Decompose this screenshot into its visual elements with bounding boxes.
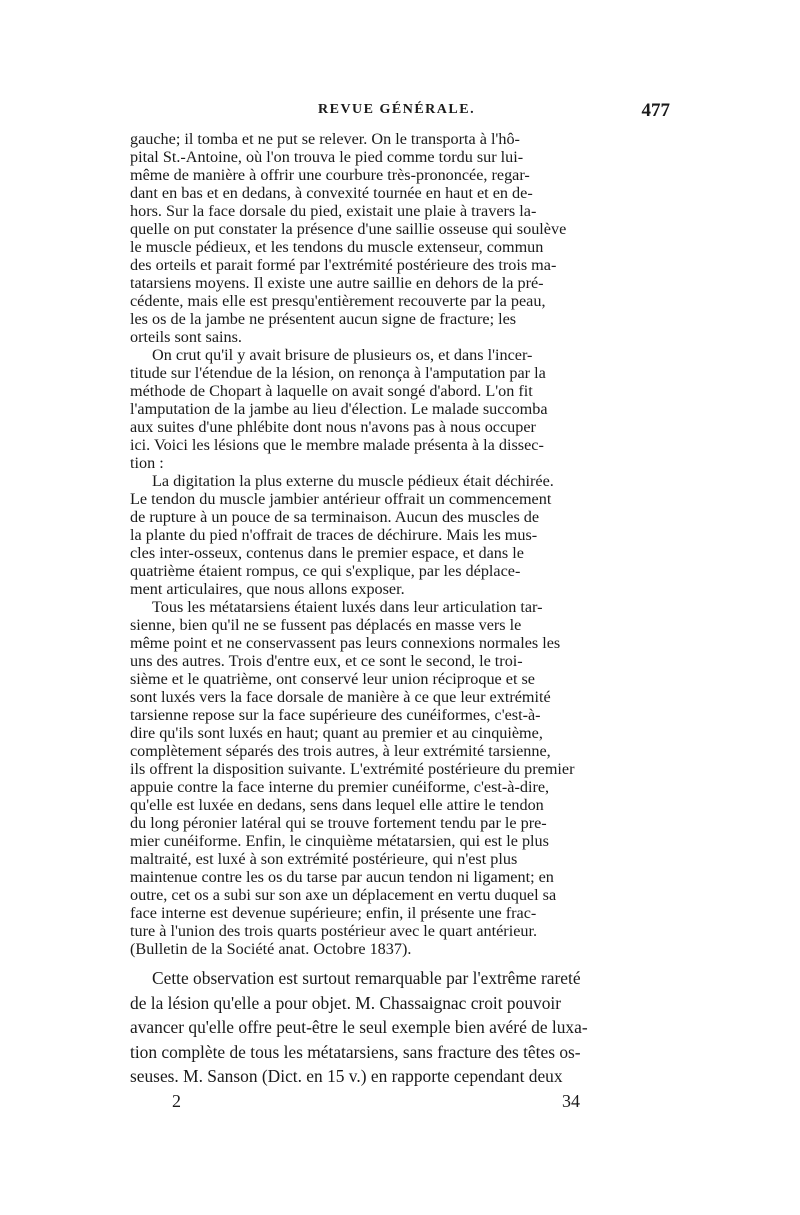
text-line: dant en bas et en dedans, à convexité tournée en haut et en de- <box>130 184 533 202</box>
running-title: REVUE GÉNÉRALE. <box>318 102 476 117</box>
text-line: de rupture à un pouce de sa terminaison. Aucun des muscles de <box>130 508 540 526</box>
book-page <box>130 100 670 1117</box>
text-line: gauche; il tomba et ne put se relever. On le transporta à l'hô- <box>130 130 520 148</box>
text-line: tatarsiens moyens. Il existe une autre saillie en dehors de la pré- <box>130 274 544 292</box>
paragraph-amputation <box>130 346 670 472</box>
paragraph-observation <box>130 966 670 1089</box>
text-line: outre, cet os a subi sur son axe un déplacement en vertu duquel sa <box>130 886 557 904</box>
text-line: appuie contre la face interne du premier cunéiforme, c'est-à-dire, <box>130 778 550 796</box>
text-line: même point et ne conservassent pas leurs connexions normales les <box>130 634 561 652</box>
text-line: dire qu'ils sont luxés en haut; quant au premier et au cinquième, <box>130 724 543 742</box>
text-line: sont luxés vers la face dorsale de manière à ce que leur extrémité <box>130 688 551 706</box>
text-line: ils offrent la disposition suivante. L'extrémité postérieure du premier <box>130 760 575 778</box>
text-line: même de manière à offrir une courbure très-prononcée, regar- <box>130 166 530 184</box>
text-line: Tous les métatarsiens étaient luxés dans leur articulation tar- <box>152 598 543 616</box>
text-line: le muscle pédieux, et les tendons du muscle extenseur, commun <box>130 238 544 256</box>
text-line: hors. Sur la face dorsale du pied, existait une plaie à travers la- <box>130 202 537 220</box>
text-line: la plante du pied n'offrait de traces de déchirure. Mais les mus- <box>130 526 538 544</box>
page-number: 477 <box>641 100 670 121</box>
text-line: orteils sont sains. <box>130 328 242 346</box>
text-line: ture à l'union des trois quarts postérieur avec le quart antérieur. <box>130 922 538 940</box>
text-line: quatrième étaient rompus, ce qui s'explique, par les déplace- <box>130 562 521 580</box>
text-line: La digitation la plus externe du muscle pédieux était déchirée. <box>152 472 554 490</box>
text-line: pital St.-Antoine, où l'on trouva le pied comme tordu sur lui- <box>130 148 524 166</box>
paragraph-case-description <box>130 130 670 346</box>
paragraph-metatarsals <box>130 598 670 958</box>
signature-mark: 2 <box>172 1090 181 1111</box>
text-line: cles inter-osseux, contenus dans le premier espace, et dans le <box>130 544 524 562</box>
text-line: tion : <box>130 454 164 472</box>
text-line: ment articulaires, que nous allons exposer. <box>130 580 405 598</box>
text-line: sième et le quatrième, ont conservé leur union réciproque et se <box>130 670 535 688</box>
text-line: tion complète de tous les métatarsiens, sans fracture des têtes os- <box>130 1041 581 1062</box>
text-line: Le tendon du muscle jambier antérieur offrait un commencement <box>130 490 552 508</box>
text-line: Cette observation est surtout remarquable par l'extrême rareté <box>152 968 581 988</box>
text-line: complètement séparés des trois autres, à leur extrémité tarsienne, <box>130 742 551 760</box>
text-line: sienne, bien qu'il ne se fussent pas déplacés en masse vers le <box>130 616 522 634</box>
text-line: qu'elle est luxée en dedans, sens dans lequel elle attire le tendon <box>130 796 544 814</box>
text-line: mier cunéiforme. Enfin, le cinquième métatarsien, qui est le plus <box>130 832 549 850</box>
text-line: avancer qu'elle offre peut-être le seul exemple bien avéré de luxa- <box>130 1017 588 1037</box>
text-line: aux suites d'une phlébite dont nous n'avons pas à nous occuper <box>130 418 536 436</box>
page-header <box>130 100 670 130</box>
text-line: seuses. M. Sanson (Dict. en 15 v.) en rapporte cependant deux <box>130 1066 563 1086</box>
citation-line: (Bulletin de la Société anat. Octobre 1837). <box>130 940 412 958</box>
text-line: cédente, mais elle est presqu'entièrement recouverte par la peau, <box>130 292 546 310</box>
text-line: quelle on put constater la présence d'une saillie osseuse qui soulève <box>130 220 567 238</box>
text-line: face interne est devenue supérieure; enfin, il présente une frac- <box>130 904 537 922</box>
text-line: tarsienne repose sur la face supérieure des cunéiformes, c'est-à- <box>130 706 541 724</box>
text-line: méthode de Chopart à laquelle on avait songé d'abord. L'on fit <box>130 382 533 400</box>
text-line: uns des autres. Trois d'entre eux, et ce sont le second, le troi- <box>130 652 523 670</box>
text-line: On crut qu'il y avait brisure de plusieurs os, et dans l'incer- <box>152 346 533 364</box>
text-line: ici. Voici les lésions que le membre malade présenta à la dissec- <box>130 436 544 454</box>
folio-number: 34 <box>562 1090 580 1111</box>
text-line: de la lésion qu'elle a pour objet. M. Chassaignac croit pouvoir <box>130 992 562 1013</box>
page-footer <box>130 1091 670 1117</box>
text-line: titude sur l'étendue de la lésion, on renonça à l'amputation par la <box>130 364 546 382</box>
text-line: du long péronier latéral qui se trouve fortement tendu par le pre- <box>130 814 547 832</box>
text-line: des orteils et parait formé par l'extrémité postérieure des trois ma- <box>130 256 557 274</box>
text-line: les os de la jambe ne présentent aucun signe de fracture; les <box>130 310 517 328</box>
text-line: l'amputation de la jambe au lieu d'élection. Le malade succomba <box>130 400 548 418</box>
text-line: maintenue contre les os du tarse par aucun tendon ni ligament; en <box>130 868 554 886</box>
paragraph-muscles <box>130 472 670 598</box>
text-line: maltraité, est luxé à son extrémité postérieure, qui n'est plus <box>130 850 518 868</box>
